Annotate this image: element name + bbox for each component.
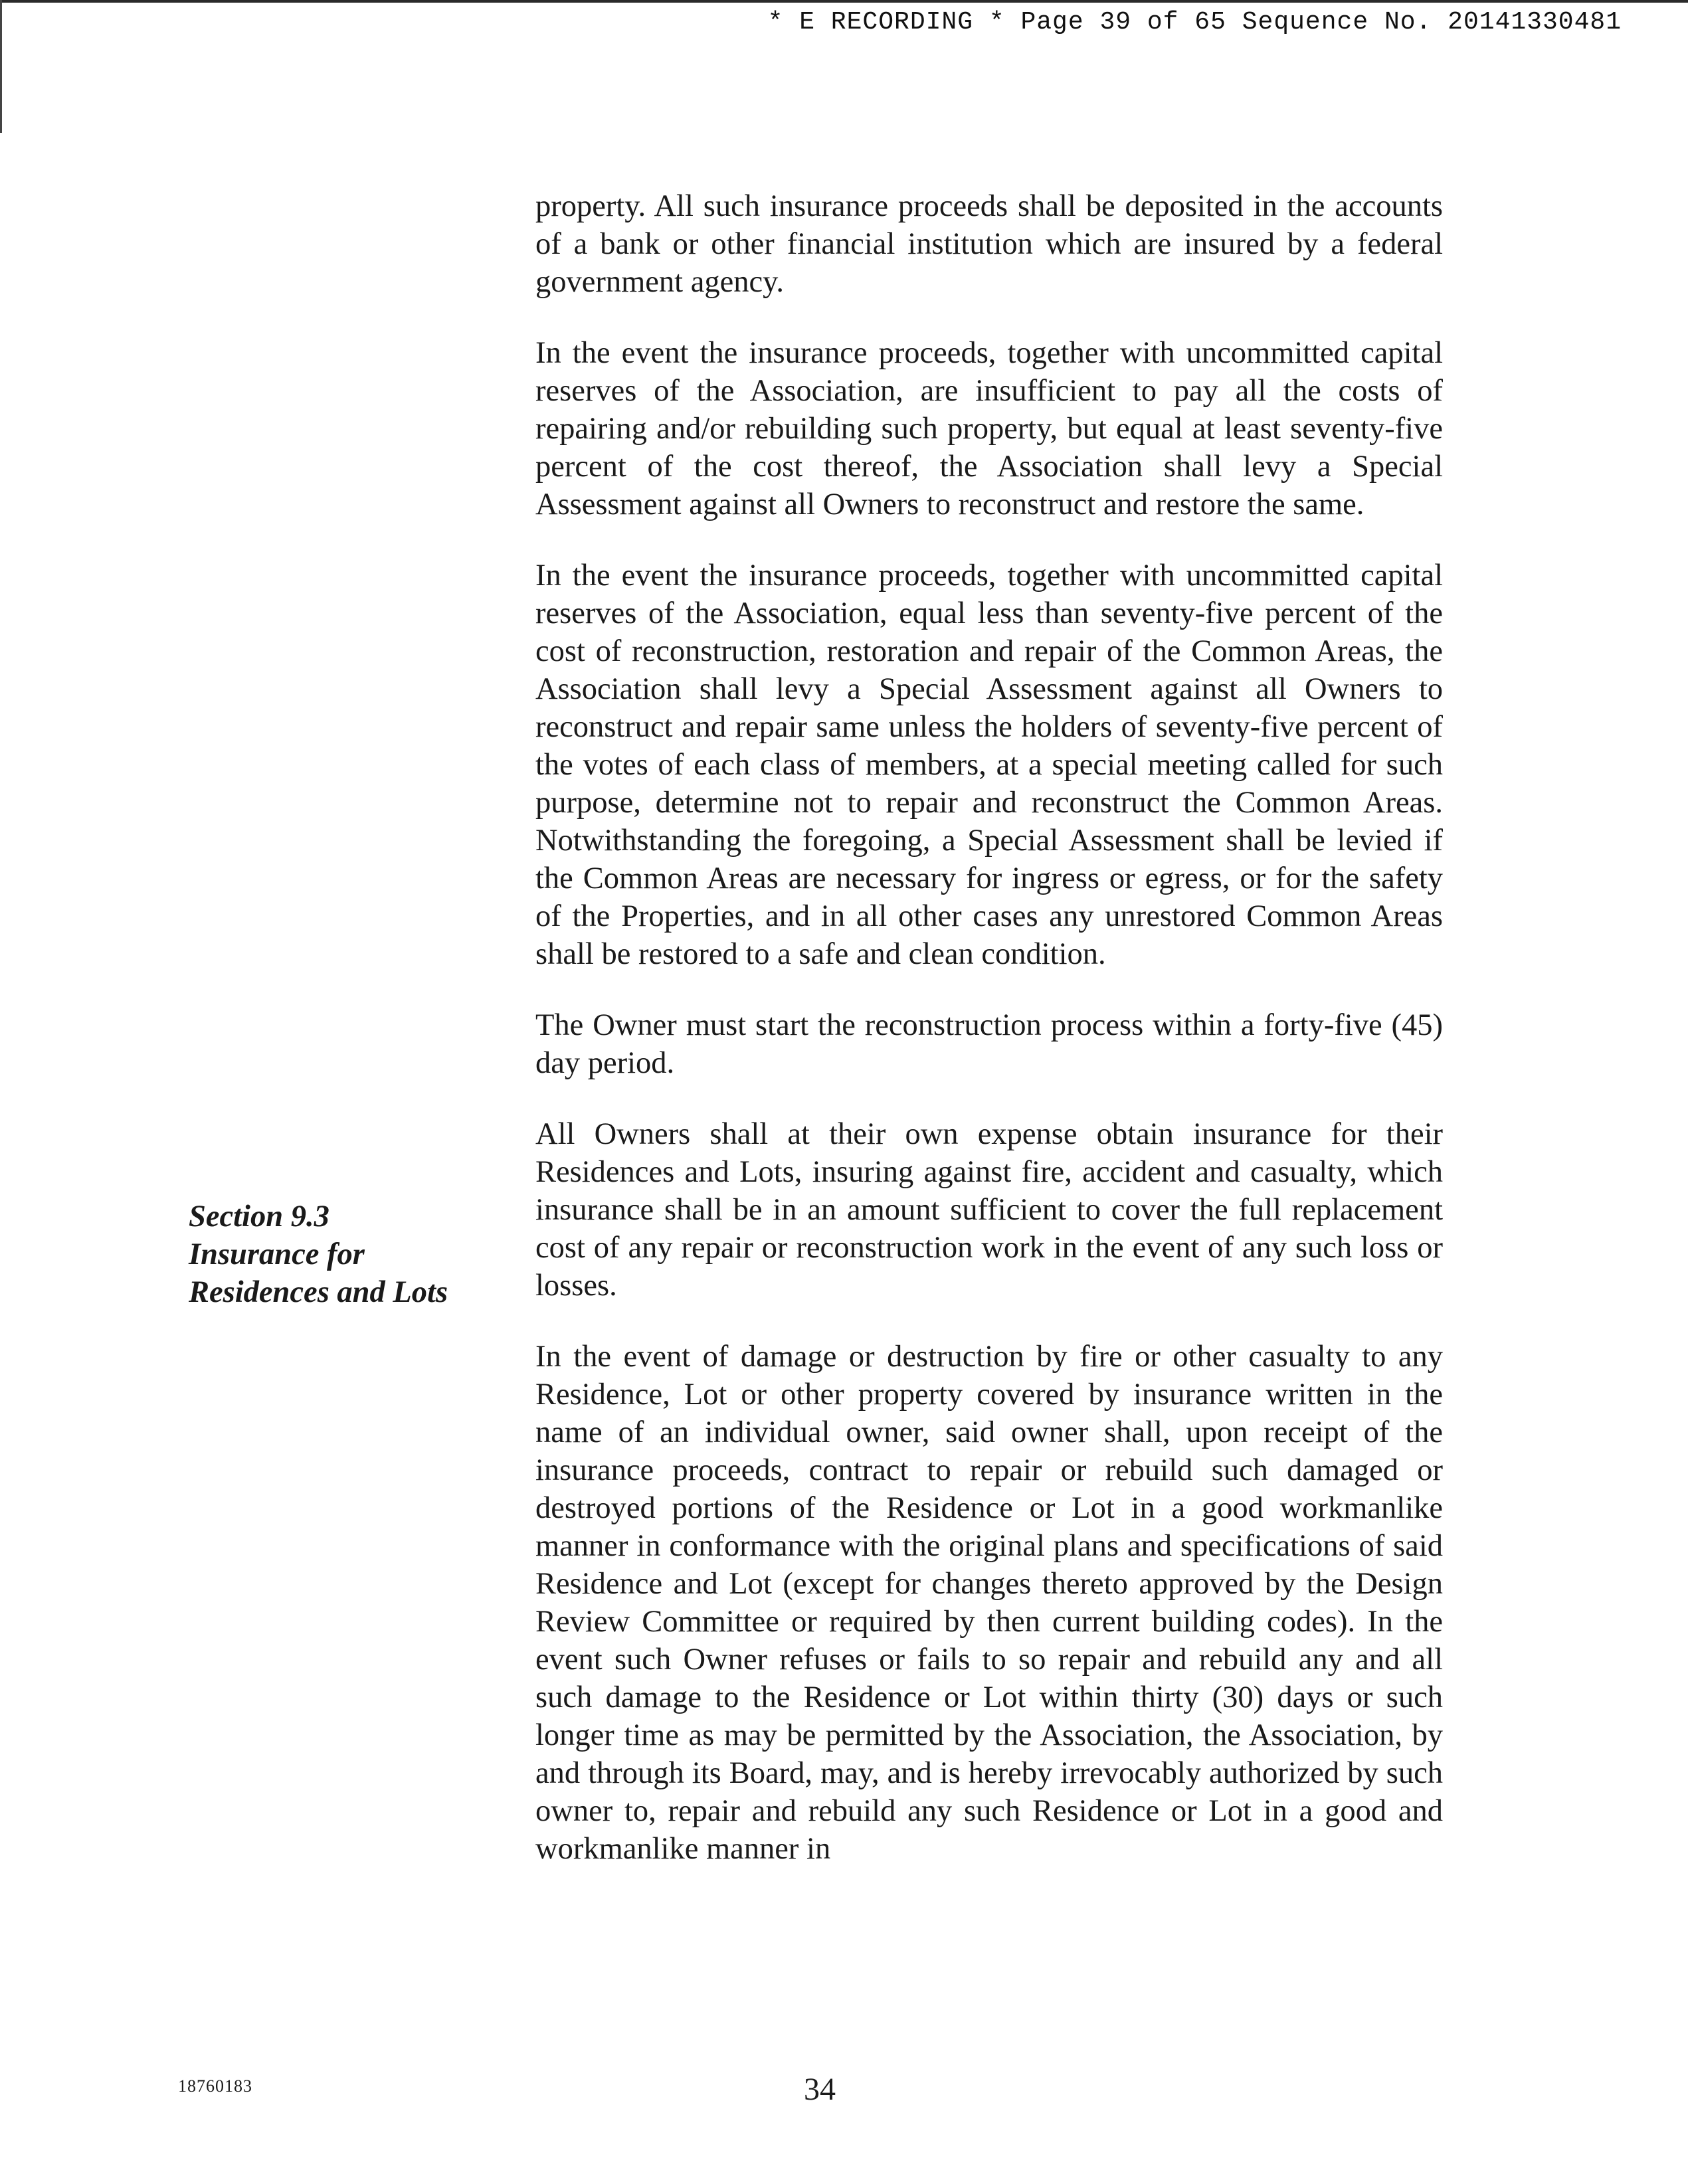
- paragraph-reconstruction-period: The Owner must start the reconstruction process within a forty-five (45) day period.: [535, 1008, 1443, 1080]
- page-number: 34: [804, 2072, 836, 2107]
- paragraph-insurance-proceeds: property. All such insurance proceeds shall be deposited in the accounts of a bank or other financial institution which are insured by a federal government agency.: [535, 189, 1443, 299]
- section-title-line-2: Residences and Lots: [189, 1275, 448, 1309]
- document-body: [535, 187, 1443, 1901]
- left-border-rule: [0, 0, 2, 133]
- paragraph-damage-destruction: In the event of damage or destruction by fire or other casualty to any Residence, Lot or other property covered by insurance written in the name of an individual owner, said owner shall, upon receipt of the insurance proceeds, contract to repair or rebuild such damaged or destroyed portions of the Residence or Lot in a good workmanlike manner in conformance with the original plans and specifications of said Residence and Lot (except for changes thereto approved by the Design Review Committee or required by then current building codes). In the event such Owner refuses or fails to so repair and rebuild any and all such damage to the Residence or Lot within thirty (30) days or such longer time as may be permitted by the Association, the Association, by and through its Board, may, and is hereby irrevocably authorized by such owner to, repair and rebuild any such Residence or Lot in a good and workmanlike manner in: [535, 1340, 1443, 1866]
- paragraph-insufficient-proceeds: In the event the insurance proceeds, together with uncommitted capital reserves of the Association, are insufficient to pay all the costs of repairing and/or rebuilding such property, but equal at least seventy-five percent of the cost thereof, the Association shall levy a Special Assessment against all Owners to reconstruct and restore the same.: [535, 336, 1443, 521]
- paragraph-common-areas: In the event the insurance proceeds, together with uncommitted capital reserves of the Association, equal less than seventy-five percent of the cost of reconstruction, restoration and repair of the Common Areas, the Association shall levy a Special Assessment against all Owners to reconstruct and repair same unless the holders of seventy-five percent of the votes of each class of members, at a special meeting called for such purpose, determine not to repair and reconstruct the Common Areas. Notwithstanding the foregoing, a Special Assessment shall be levied if the Common Areas are necessary for ingress or egress, or for the safety of the Properties, and in all other cases any unrestored Common Areas shall be restored to a safe and clean condition.: [535, 559, 1443, 971]
- recording-header: * E RECORDING * Page 39 of 65 Sequence No. 20141330481: [767, 8, 1622, 37]
- top-border-rule: [0, 0, 1688, 3]
- document-number: 18760183: [178, 2076, 252, 2096]
- section-number: Section 9.3: [189, 1200, 329, 1233]
- section-title-line-1: Insurance for: [189, 1237, 365, 1271]
- section-heading: [189, 1198, 501, 1311]
- paragraph-section-9-3-body: All Owners shall at their own expense obtain insurance for their Residences and Lots, insuring against fire, accident and casualty, which insurance shall be in an amount sufficient to cover the full replacement cost of any repair or reconstruction work in the event of any such loss or losses.: [535, 1117, 1443, 1303]
